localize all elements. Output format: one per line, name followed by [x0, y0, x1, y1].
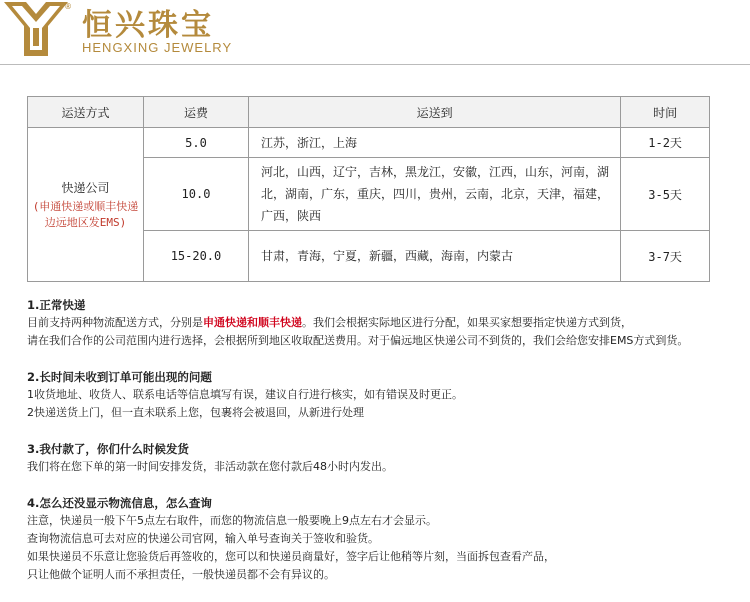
- section-title: 1.正常快递: [27, 298, 86, 312]
- section-text: 我们将在您下单的第一时间安排发货，非活动款在您付款后48小时内发出。: [27, 460, 393, 473]
- header-method: 运送方式: [28, 97, 144, 128]
- registered-mark: ®: [64, 2, 72, 11]
- brand-name-cn: 恒兴珠宝: [82, 8, 214, 43]
- destination-cell: 河北，山西，辽宁，吉林，黑龙江，安徽，江西，山东，河南，湖北，湖南，广东，重庆，四川，贵州，云南，北京，天津，福建，广西，陕西: [248, 158, 620, 231]
- header-fee: 运费: [144, 97, 249, 128]
- text-segment: 。我们会根据实际地区进行分配，如果买家想要指定快递方式到货，: [302, 316, 632, 329]
- fee-cell: 15-20.0: [144, 231, 249, 282]
- header-destination: 运送到: [248, 97, 620, 128]
- section-title: 2.长时间未收到订单可能出现的问题: [27, 370, 212, 384]
- time-cell: 3-5天: [621, 158, 710, 231]
- section-text: 查询物流信息可去对应的快递公司官网，输入单号查询关于签收和验货。: [27, 532, 379, 545]
- method-cell: [28, 128, 144, 282]
- faq-section-normal-delivery: [27, 296, 747, 350]
- fee-cell: 5.0: [144, 128, 249, 158]
- header-divider: [0, 64, 750, 65]
- fee-cell: 10.0: [144, 158, 249, 231]
- destination-cell: 江苏，浙江，上海: [248, 128, 620, 158]
- table-row: [28, 128, 710, 158]
- time-cell: 1-2天: [621, 128, 710, 158]
- section-text: 2快递送货上门，但一直未联系上您，包裹将会被退回，从新进行处理: [27, 406, 364, 419]
- section-text: 1收货地址、收货人、联系电话等信息填写有误，建议自行进行核实，如有错误及时更正。: [27, 388, 463, 401]
- brand-name-en: HENGXING JEWELRY: [82, 40, 233, 55]
- time-cell: 3-7天: [621, 231, 710, 282]
- header: [0, 0, 750, 60]
- table-header-row: [28, 97, 710, 128]
- highlight-carriers: 申通快递和顺丰快递: [203, 316, 302, 329]
- section-text: 请在我们合作的公司范围内进行选择，会根据所到地区收取配送费用。对于偏远地区快递公司不到货的，我们会给您安排EMS方式到货。: [27, 334, 689, 347]
- destination-cell: 甘肃，青海，宁夏，新疆，西藏，海南，内蒙古: [248, 231, 620, 282]
- section-text: 注意，快递员一般下午5点左右取件，而您的物流信息一般要晚上9点左右才会显示。: [27, 514, 437, 527]
- faq-section-not-received: [27, 368, 747, 422]
- logo-mark-icon: [4, 2, 68, 56]
- section-text: 如果快递员不乐意让您验货后再签收的，您可以和快递员商量好，签字后让他稍等片刻，当面拆包查看产品，: [27, 550, 555, 563]
- text-segment: 目前支持两种物流配送方式，分别是: [27, 316, 203, 329]
- method-note: (申通快递或顺丰快递 边远地区发EMS): [32, 199, 139, 229]
- section-text: 只让他做个证明人而不承担责任，一般快递员都不会有异议的。: [27, 568, 335, 581]
- section-title: 3.我付款了，你们什么时候发货: [27, 442, 189, 456]
- faq-section-shipping-time: [27, 440, 747, 476]
- section-text: [27, 314, 747, 332]
- section-title: 4.怎么还没显示物流信息，怎么查询: [27, 496, 212, 510]
- shipping-table: [27, 96, 710, 282]
- header-time: 时间: [621, 97, 710, 128]
- faq-section-tracking: [27, 494, 747, 584]
- method-name: 快递公司: [61, 180, 110, 195]
